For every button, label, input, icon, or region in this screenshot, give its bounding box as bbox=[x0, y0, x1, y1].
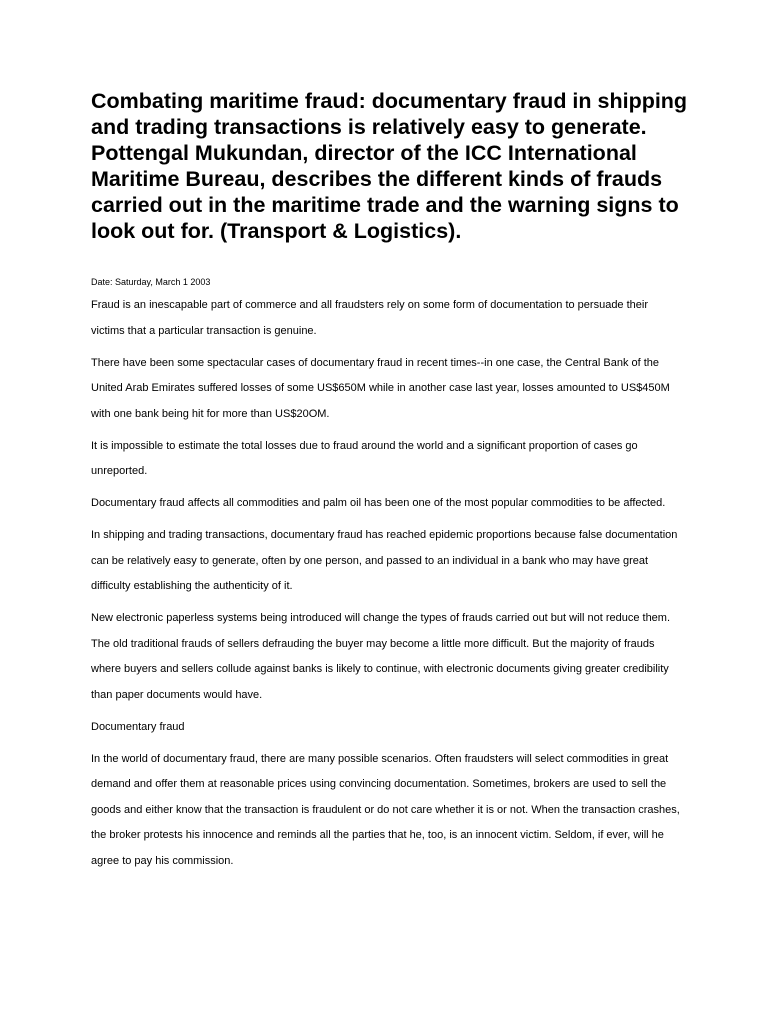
paragraph: In shipping and trading transactions, documentary fraud has reached epidemic proportions because false documentation can be relatively easy to generate, often by one person, and passed to an individual in a bank who may have great difficulty establishing the authenticity of it. bbox=[91, 529, 678, 592]
paragraph: It is impossible to estimate the total losses due to fraud around the world and a significant proportion of cases go unreported. bbox=[91, 439, 638, 477]
paragraph: In the world of documentary fraud, there are many possible scenarios. Often fraudsters will select commodities in great demand and offer them at reasonable prices using convincing documentation. Sometimes, brokers are used to sell the goods and either know that the transaction is fraudulent or do not care whether it is or not. When the transaction crashes, the broker protests his innocence and reminds all the parties that he, too, is an innocent victim. Seldom, if ever, will he agree to pay his commission. bbox=[91, 752, 680, 867]
paragraph: Documentary fraud affects all commodities and palm oil has been one of the most popular commodities to be affected. bbox=[91, 497, 666, 509]
article-title: Combating maritime fraud: documentary fraud in shipping and trading transactions is relatively easy to generate. Pottengal Mukundan, director of the ICC International Maritime Bureau, describes the different kinds of frauds carried out in the maritime trade and the warning signs to look out for. (Transport & Logistics). bbox=[91, 89, 688, 243]
paragraph: Fraud is an inescapable part of commerce and all fraudsters rely on some form of documentation to persuade their victims that a particular transaction is genuine. bbox=[91, 299, 649, 337]
paragraph: New electronic paperless systems being introduced will change the types of frauds carried out but will not reduce them. The old traditional frauds of sellers defrauding the buyer may become a little more difficult. But the majority of frauds where buyers and sellers collude against banks is likely to continue, with electronic documents giving greater credibility than paper documents would have. bbox=[91, 612, 671, 701]
section-heading: Documentary fraud bbox=[91, 720, 185, 733]
article-date: Date: Saturday, March 1 2003 bbox=[91, 277, 211, 287]
document-page bbox=[91, 88, 691, 867]
article-body bbox=[91, 293, 683, 881]
paragraph: There have been some spectacular cases of documentary fraud in recent times--in one case, the Central Bank of the United Arab Emirates suffered losses of some US$650M while in another case last year, losses amounted to US$450M with one bank being hit for more than US$20OM. bbox=[91, 356, 670, 420]
